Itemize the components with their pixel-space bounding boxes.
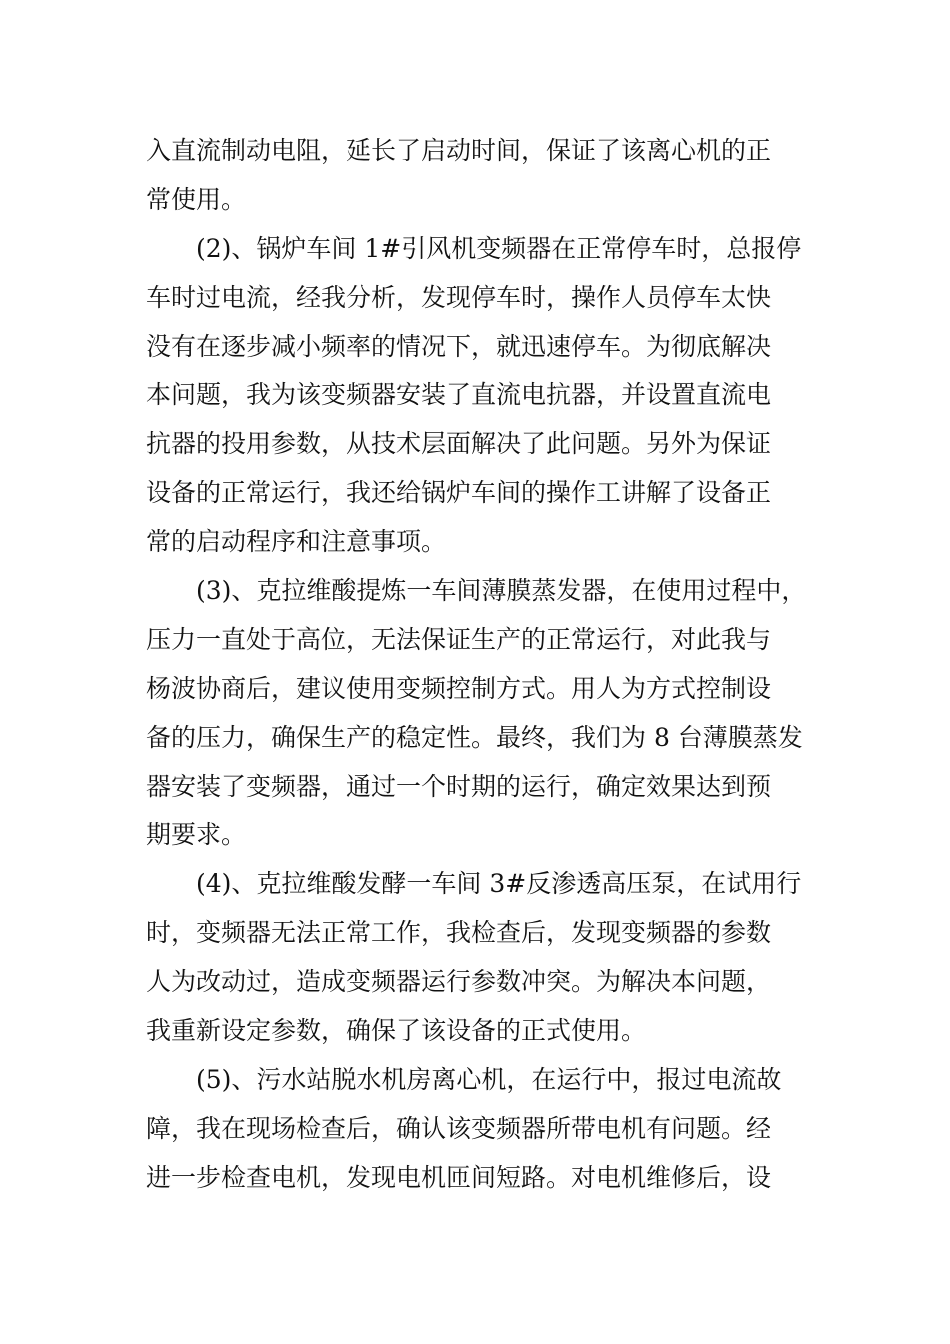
paragraph-first-line: (5)、污水站脱水机房离心机，在运行中，报过电流故 (196, 1064, 782, 1094)
paragraph-first-line: (2)、锅炉车间 1#引风机变频器在正常停车时，总报停 (196, 233, 802, 263)
text-line: 杨波协商后，建议使用变频控制方式。用人为方式控制设 (146, 673, 772, 703)
text-line: 人为改动过，造成变频器运行参数冲突。为解决本问题， (146, 967, 772, 997)
text-line: 入直流制动电阻，延长了启动时间，保证了该离心机的正 (146, 136, 772, 165)
text-line: 器安装了变频器，通过一个时期的运行，确定效果达到预 (146, 771, 772, 801)
paragraph-first-line: (3)、克拉维酸提炼一车间薄膜蒸发器，在使用过程中， (196, 576, 807, 606)
text-line: 时，变频器无法正常工作，我检查后，发现变频器的参数 (146, 918, 772, 948)
text-line: 备的压力，确保生产的稳定性。最终，我们为 8 台薄膜蒸发 (146, 722, 803, 752)
text-line: 期要求。 (146, 820, 247, 850)
text-line: 常使用。 (146, 184, 247, 214)
document-body (146, 127, 826, 1203)
text-line: 设备的正常运行，我还给锅炉车间的操作工讲解了设备正 (146, 478, 772, 508)
text-line: 抗器的投用参数，从技术层面解决了此问题。另外为保证 (146, 429, 772, 459)
text-line: 车时过电流，经我分析，发现停车时，操作人员停车太快 (146, 282, 772, 312)
text-line: 我重新设定参数，确保了该设备的正式使用。 (146, 1016, 647, 1046)
text-line: 压力一直处于高位，无法保证生产的正常运行，对此我与 (146, 624, 772, 654)
text-line: 障，我在现场检查后，确认该变频器所带电机有问题。经 (146, 1113, 772, 1143)
text-line: 常的启动程序和注意事项。 (146, 527, 447, 557)
text-line: 进一步检查电机，发现电机匝间短路。对电机维修后，设 (146, 1162, 772, 1192)
paragraph-first-line: (4)、克拉维酸发酵一车间 3#反渗透高压泵，在试用行 (196, 869, 802, 899)
text-line: 本问题，我为该变频器安装了直流电抗器，并设置直流电 (146, 380, 772, 410)
text-line: 没有在逐步减小频率的情况下，就迅速停车。为彻底解决 (146, 331, 772, 361)
